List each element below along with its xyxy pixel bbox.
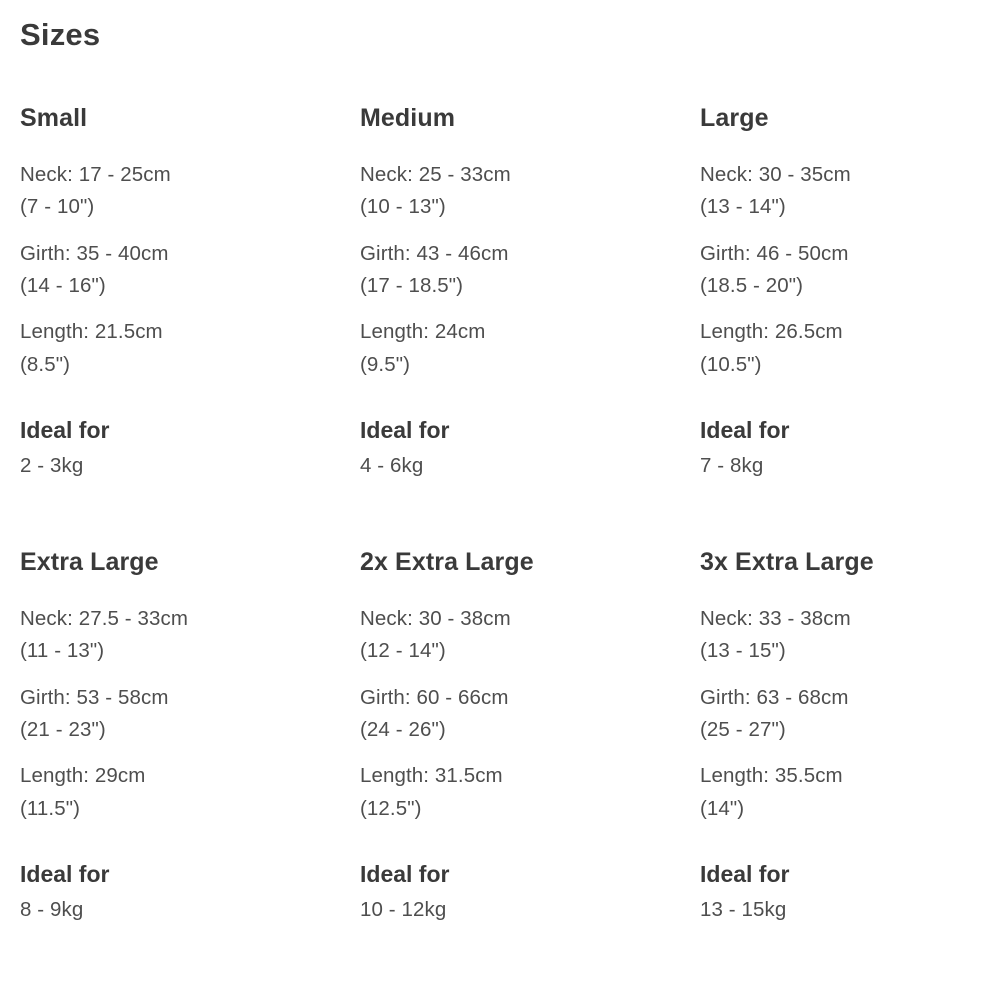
ideal-for-label: Ideal for <box>20 417 110 444</box>
measurement-length-cm: Length: 31.5cm <box>360 764 503 788</box>
size-card-title: Extra Large <box>20 548 159 577</box>
measurement-length-cm: Length: 26.5cm <box>700 320 843 344</box>
measurement-neck-in: (10 - 13") <box>360 195 446 219</box>
measurement-girth-cm: Girth: 46 - 50cm <box>700 241 849 265</box>
measurement-neck-in: (11 - 13") <box>20 639 105 663</box>
measurement-girth <box>700 238 1000 303</box>
page-title: Sizes <box>20 17 101 52</box>
measurement-length <box>700 316 1000 381</box>
size-card-large <box>700 104 1000 488</box>
measurement-neck <box>20 603 360 668</box>
ideal-for-value: 8 - 9kg <box>20 897 84 921</box>
measurement-girth-in: (21 - 23") <box>20 718 106 742</box>
size-card-medium <box>360 104 700 488</box>
measurement-neck-in: (13 - 15") <box>700 639 786 663</box>
size-card-2x-extra-large <box>360 488 700 932</box>
measurement-girth-cm: Girth: 43 - 46cm <box>360 241 509 265</box>
measurement-girth <box>360 682 700 747</box>
measurement-neck-in: (12 - 14") <box>360 639 446 663</box>
measurement-girth-in: (25 - 27") <box>700 718 786 742</box>
measurement-neck-cm: Neck: 27.5 - 33cm <box>20 606 189 630</box>
ideal-for-value: 10 - 12kg <box>360 897 447 921</box>
measurement-length-cm: Length: 21.5cm <box>20 320 163 344</box>
measurement-length <box>700 760 1000 825</box>
measurement-neck-cm: Neck: 25 - 33cm <box>360 162 511 186</box>
size-card-3x-extra-large <box>700 488 1000 932</box>
measurement-neck-cm: Neck: 33 - 38cm <box>700 606 851 630</box>
size-card-title: Large <box>700 104 769 133</box>
ideal-for-label: Ideal for <box>360 417 450 444</box>
measurement-neck-cm: Neck: 30 - 35cm <box>700 162 851 186</box>
size-card-title: Small <box>20 104 88 133</box>
measurement-neck-in: (7 - 10") <box>20 195 95 219</box>
measurement-length-in: (9.5") <box>360 352 411 376</box>
measurement-girth-cm: Girth: 60 - 66cm <box>360 685 509 709</box>
ideal-for-label: Ideal for <box>360 861 450 888</box>
measurement-girth <box>360 238 700 303</box>
measurement-length <box>360 760 700 825</box>
measurement-girth-cm: Girth: 35 - 40cm <box>20 241 169 265</box>
measurement-neck <box>700 159 1000 224</box>
measurement-length-in: (8.5") <box>20 352 71 376</box>
row-spacer <box>700 488 1000 548</box>
row-spacer <box>360 488 700 548</box>
measurement-neck <box>360 159 700 224</box>
measurement-girth-in: (24 - 26") <box>360 718 446 742</box>
size-card-title: 3x Extra Large <box>700 548 874 577</box>
row-spacer <box>20 488 360 548</box>
measurement-length-in: (10.5") <box>700 352 762 376</box>
measurement-length-in: (14") <box>700 796 745 820</box>
measurement-girth <box>700 682 1000 747</box>
measurement-length-in: (12.5") <box>360 796 422 820</box>
size-grid <box>20 104 980 932</box>
size-card-small <box>20 104 360 488</box>
ideal-for-value: 2 - 3kg <box>20 453 84 477</box>
size-card-extra-large <box>20 488 360 932</box>
measurement-girth-cm: Girth: 53 - 58cm <box>20 685 169 709</box>
measurement-length-in: (11.5") <box>20 796 81 820</box>
measurement-length <box>360 316 700 381</box>
measurement-length-cm: Length: 29cm <box>20 764 146 788</box>
measurement-girth <box>20 682 360 747</box>
measurement-length-cm: Length: 35.5cm <box>700 764 843 788</box>
measurement-length-cm: Length: 24cm <box>360 320 486 344</box>
ideal-for-label: Ideal for <box>700 861 790 888</box>
measurement-neck <box>20 159 360 224</box>
measurement-girth <box>20 238 360 303</box>
measurement-length <box>20 316 360 381</box>
measurement-neck-in: (13 - 14") <box>700 195 786 219</box>
measurement-neck-cm: Neck: 30 - 38cm <box>360 606 511 630</box>
measurement-neck <box>700 603 1000 668</box>
measurement-neck-cm: Neck: 17 - 25cm <box>20 162 171 186</box>
measurement-girth-in: (14 - 16") <box>20 273 106 297</box>
measurement-girth-in: (17 - 18.5") <box>360 273 464 297</box>
size-card-title: Medium <box>360 104 456 133</box>
ideal-for-label: Ideal for <box>700 417 790 444</box>
measurement-girth-in: (18.5 - 20") <box>700 273 804 297</box>
measurement-neck <box>360 603 700 668</box>
ideal-for-value: 4 - 6kg <box>360 453 424 477</box>
ideal-for-value: 7 - 8kg <box>700 453 764 477</box>
measurement-length <box>20 760 360 825</box>
measurement-girth-cm: Girth: 63 - 68cm <box>700 685 849 709</box>
ideal-for-label: Ideal for <box>20 861 110 888</box>
size-card-title: 2x Extra Large <box>360 548 534 577</box>
ideal-for-value: 13 - 15kg <box>700 897 787 921</box>
